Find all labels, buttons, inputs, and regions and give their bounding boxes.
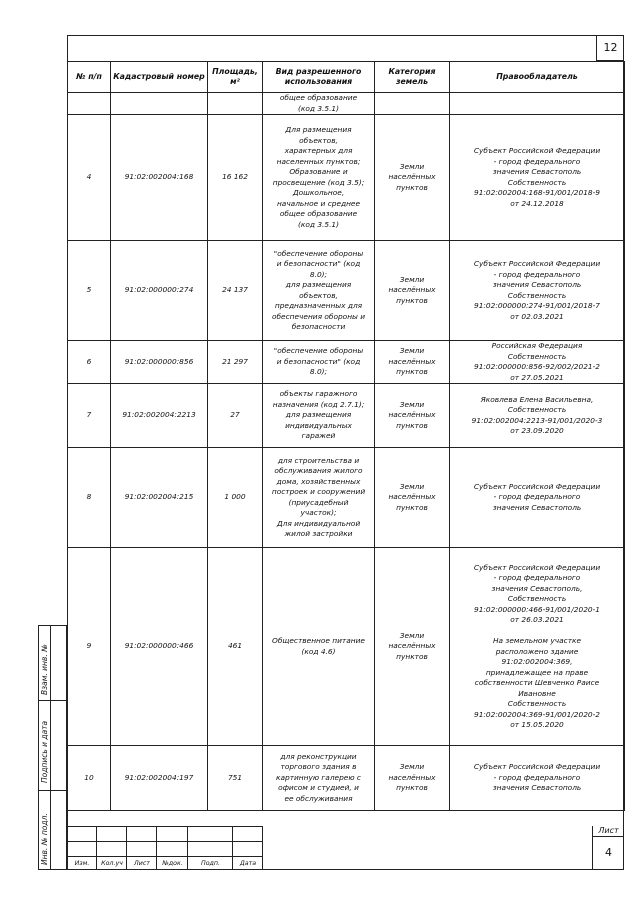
- table-row: [68, 548, 625, 746]
- row-number: [68, 93, 111, 115]
- replace-inv-label: Взам. инв. №: [40, 644, 49, 695]
- land-category: [375, 93, 450, 115]
- cadastral-number: [111, 93, 208, 115]
- permitted-use-line: предназначенных для: [274, 301, 363, 310]
- right-holder-line: Яковлева Елена Васильевна,: [480, 394, 594, 404]
- table-row: [68, 746, 625, 811]
- row-number: 5: [68, 241, 111, 341]
- row-number: 10: [68, 746, 111, 811]
- right-holder-line: 91:02:002004:2213-91/001/2020-3: [471, 415, 603, 425]
- right-holder: [450, 93, 625, 115]
- area-value: 751: [208, 746, 263, 811]
- right-holder-line: Собственность: [507, 351, 567, 361]
- right-holder-line: - город федерального: [493, 156, 581, 166]
- permitted-use-line: безопасности: [291, 322, 346, 331]
- right-holder-line: от 27.05.2021: [510, 372, 564, 382]
- permitted-use-line: картинную галерею с: [276, 772, 361, 782]
- land-category-line: населённых: [388, 410, 436, 420]
- page-number: 12: [596, 35, 624, 61]
- right-holder: [450, 241, 625, 341]
- right-holder-line: Собственность: [507, 405, 567, 414]
- cadastral-number: 91:02:000000:274: [111, 241, 208, 341]
- permitted-use-line: для размещения: [285, 410, 352, 420]
- permitted-use: [263, 341, 375, 384]
- land-category: [375, 241, 450, 341]
- area-value: 24 137: [208, 241, 263, 341]
- title-block: [67, 826, 624, 870]
- land-category-line: Земли: [399, 346, 425, 356]
- land-category-line: Земли: [399, 762, 425, 772]
- right-holder-line: 91:02:000000:856-92/002/2021-2: [474, 362, 600, 371]
- right-holder-line: Российская Федерация: [491, 341, 583, 350]
- right-holder-line: 91:02:000000:274-91/001/2018-7: [474, 301, 600, 310]
- permitted-use-line: "обеспечение обороны: [273, 346, 364, 356]
- column-header: Площадь, м²: [208, 62, 263, 93]
- permitted-use-line: просвещение (код 3.5);: [272, 177, 365, 187]
- right-holder-line: от 23.09.2020: [510, 426, 564, 435]
- right-holder-line: 91:02:002004:369,: [501, 657, 573, 666]
- cadastral-number: 91:02:002004:215: [111, 448, 208, 548]
- cadastral-number: 91:02:000000:466: [111, 548, 208, 746]
- right-holder-line: 91:02:002004:369-91/001/2020-2: [474, 709, 600, 719]
- land-category-line: населённых: [388, 641, 436, 651]
- stamp-podp: Подп.: [200, 860, 221, 867]
- permitted-use-line: объектов,: [299, 135, 338, 145]
- permitted-use-line: для реконструкции: [280, 751, 357, 761]
- permitted-use-line: 8.0);: [309, 269, 328, 279]
- right-holder-line: Субъект Российской Федерации: [473, 146, 601, 155]
- permitted-use-line: дома, хозяйственных: [276, 476, 361, 486]
- right-holder: [450, 746, 625, 811]
- permitted-use-line: Образование и: [289, 167, 348, 176]
- stamp-ndok: №док.: [162, 860, 183, 867]
- permitted-use-line: Для размещения: [285, 125, 352, 134]
- right-holder-line: - город федерального: [493, 269, 581, 279]
- land-category-line: пунктов: [396, 502, 428, 512]
- land-category-line: населённых: [388, 285, 436, 295]
- land-category-line: пунктов: [396, 651, 428, 661]
- permitted-use: [263, 93, 375, 115]
- permitted-use: [263, 448, 375, 548]
- permitted-use-line: общее образование: [279, 93, 358, 102]
- land-category: [375, 548, 450, 746]
- column-header: Кадастровый номер: [111, 62, 208, 93]
- right-holder-line: от 24.12.2018: [510, 198, 564, 208]
- right-holder-line: Субъект Российской Федерации: [473, 762, 601, 772]
- right-holder-line: значения Севастополь: [492, 783, 582, 793]
- permitted-use-line: объектов,: [299, 290, 338, 300]
- permitted-use-line: населенных пунктов;: [276, 156, 361, 166]
- land-category: [375, 746, 450, 811]
- cadastral-number: 91:02:000000:856: [111, 341, 208, 384]
- land-category-line: Земли: [399, 481, 425, 491]
- permitted-use-line: объекты гаражного: [279, 389, 358, 399]
- permitted-use-line: Дошкольное,: [292, 188, 345, 197]
- right-holder-line: Ивановне: [518, 688, 556, 698]
- land-category: [375, 341, 450, 384]
- permitted-use-line: (код 3.5.1): [297, 103, 340, 113]
- row-number: 8: [68, 448, 111, 548]
- right-holder: [450, 341, 625, 384]
- land-category-line: Земли: [399, 161, 425, 171]
- land-category-line: населённых: [388, 492, 436, 502]
- table-row: [68, 384, 625, 448]
- permitted-use-line: начальное и среднее: [276, 198, 361, 208]
- permitted-use: [263, 746, 375, 811]
- land-category-line: пунктов: [396, 783, 428, 793]
- stamp-koluch: Кол.уч: [101, 860, 123, 867]
- permitted-use-line: индивидуальных: [285, 420, 352, 430]
- permitted-use-line: построек и сооружений: [271, 487, 366, 496]
- right-holder-line: - город федерального: [493, 492, 581, 502]
- right-holder: [450, 548, 625, 746]
- right-holder-line: значения Севастополь: [492, 502, 582, 512]
- row-number: 6: [68, 341, 111, 384]
- permitted-use-line: Общественное питание: [272, 636, 365, 645]
- permitted-use-line: обслуживания жилого: [274, 466, 363, 475]
- right-holder-line: 91:02:002004:168-91/001/2018-9: [474, 188, 600, 197]
- column-header: Правообладатель: [450, 62, 625, 93]
- cadastral-number: 91:02:002004:2213: [111, 384, 208, 448]
- permitted-use-line: и безопасности" (код: [276, 259, 361, 268]
- row-number: 9: [68, 548, 111, 746]
- sheet-box: [592, 826, 624, 870]
- land-category-line: пунктов: [396, 295, 428, 305]
- table-header-row: [68, 62, 625, 93]
- inv-orig-label: Инв. № подл.: [40, 813, 49, 865]
- area-value: 21 297: [208, 341, 263, 384]
- right-holder-line: от 02.03.2021: [510, 311, 564, 321]
- cadastral-number: 91:02:002004:197: [111, 746, 208, 811]
- sheet-label: Лист: [593, 826, 624, 837]
- right-holder-line: от 15.05.2020: [510, 720, 564, 729]
- table-row: [68, 241, 625, 341]
- right-holder-line: Субъект Российской Федерации: [473, 259, 601, 268]
- permitted-use-line: ее обслуживания: [284, 793, 353, 803]
- table-row: [68, 448, 625, 548]
- permitted-use-line: гаражей: [301, 431, 336, 441]
- permitted-use-line: общее образование: [279, 209, 358, 218]
- permitted-use-line: (код 3.5.1): [297, 219, 340, 229]
- cadastral-number: 91:02:002004:168: [111, 115, 208, 241]
- land-category: [375, 384, 450, 448]
- column-header: № п/п: [68, 62, 111, 93]
- permitted-use: [263, 115, 375, 241]
- land-category-line: населённых: [388, 172, 436, 182]
- permitted-use-line: для строительства и: [277, 455, 360, 465]
- right-holder-line: 91:02:000000:466-91/001/2020-1: [474, 604, 600, 614]
- permitted-use-line: (код 4.6): [301, 646, 336, 656]
- stamp-data: Дата: [239, 860, 257, 867]
- column-header: Вид разрешенного использования: [263, 62, 375, 93]
- permitted-use-line: "обеспечение обороны: [273, 248, 364, 258]
- right-holder-line: собственности Шевченко Раисе: [474, 678, 600, 687]
- right-holder-line: расположено здание: [495, 646, 579, 656]
- right-holder-line: от 26.03.2021: [510, 615, 564, 624]
- right-holder-line: значения Севастополь: [492, 280, 582, 289]
- land-category-line: населённых: [388, 356, 436, 366]
- permitted-use-line: жилой застройки: [284, 529, 353, 538]
- right-holder-line: Собственность: [507, 594, 567, 603]
- right-holder-line: Собственность: [507, 699, 567, 708]
- land-category: [375, 448, 450, 548]
- right-holder: [450, 384, 625, 448]
- right-holder: [450, 115, 625, 241]
- area-value: [208, 93, 263, 115]
- permitted-use-line: офисом и студией, и: [278, 783, 359, 793]
- area-value: 1 000: [208, 448, 263, 548]
- land-category: [375, 115, 450, 241]
- land-category-line: Земли: [399, 399, 425, 409]
- land-category-line: пунктов: [396, 367, 428, 377]
- permitted-use-line: (приусадебный: [288, 497, 349, 507]
- land-category-line: Земли: [399, 274, 425, 284]
- right-holder-line: Субъект Российской Федерации: [473, 562, 601, 572]
- table-row: [68, 341, 625, 384]
- table-row: [68, 93, 625, 115]
- right-holder-line: На земельном участке: [492, 636, 582, 645]
- area-value: 27: [208, 384, 263, 448]
- permitted-use-line: торгового здания в: [280, 762, 357, 772]
- permitted-use-line: участок);: [300, 508, 337, 517]
- right-holder-line: - город федерального: [493, 772, 581, 782]
- side-stamp: [38, 625, 67, 870]
- stamp-izm: Изм.: [74, 860, 90, 867]
- right-holder-line: [452, 626, 622, 637]
- permitted-use: [263, 241, 375, 341]
- area-value: 461: [208, 548, 263, 746]
- permitted-use: [263, 548, 375, 746]
- land-category-line: пунктов: [396, 182, 428, 192]
- right-holder-line: значения Севастополь: [492, 167, 582, 176]
- land-category-line: пунктов: [396, 420, 428, 430]
- row-number: 4: [68, 115, 111, 241]
- right-holder-line: Собственность: [507, 177, 567, 187]
- permitted-use-line: для размещения: [285, 280, 352, 289]
- right-holder-line: - город федерального: [493, 573, 581, 582]
- land-plots-table: [67, 61, 625, 811]
- table-row: [68, 115, 625, 241]
- permitted-use: [263, 384, 375, 448]
- column-header: Категория земель: [375, 62, 450, 93]
- right-holder-line: принадлежащее на праве: [485, 667, 589, 677]
- permitted-use-line: и безопасности" (код: [276, 356, 361, 366]
- right-holder-line: Субъект Российской Федерации: [473, 481, 601, 491]
- land-category-line: населённых: [388, 772, 436, 782]
- right-holder: [450, 448, 625, 548]
- stamp-list: Лист: [134, 860, 150, 867]
- right-holder-line: Собственность: [507, 290, 567, 300]
- permitted-use-line: назначения (код 2.7.1);: [272, 399, 365, 409]
- row-number: 7: [68, 384, 111, 448]
- land-category-line: Земли: [399, 630, 425, 640]
- right-holder-line: значения Севастополь,: [491, 583, 583, 593]
- area-value: 16 162: [208, 115, 263, 241]
- permitted-use-line: Для индивидуальной: [276, 518, 361, 528]
- permitted-use-line: характерных для: [284, 146, 353, 155]
- permitted-use-line: обеспечения обороны и: [271, 311, 366, 321]
- permitted-use-line: 8.0);: [309, 367, 328, 377]
- signature-date-label: Подпись и дата: [40, 720, 49, 783]
- sheet-number: 4: [605, 846, 612, 859]
